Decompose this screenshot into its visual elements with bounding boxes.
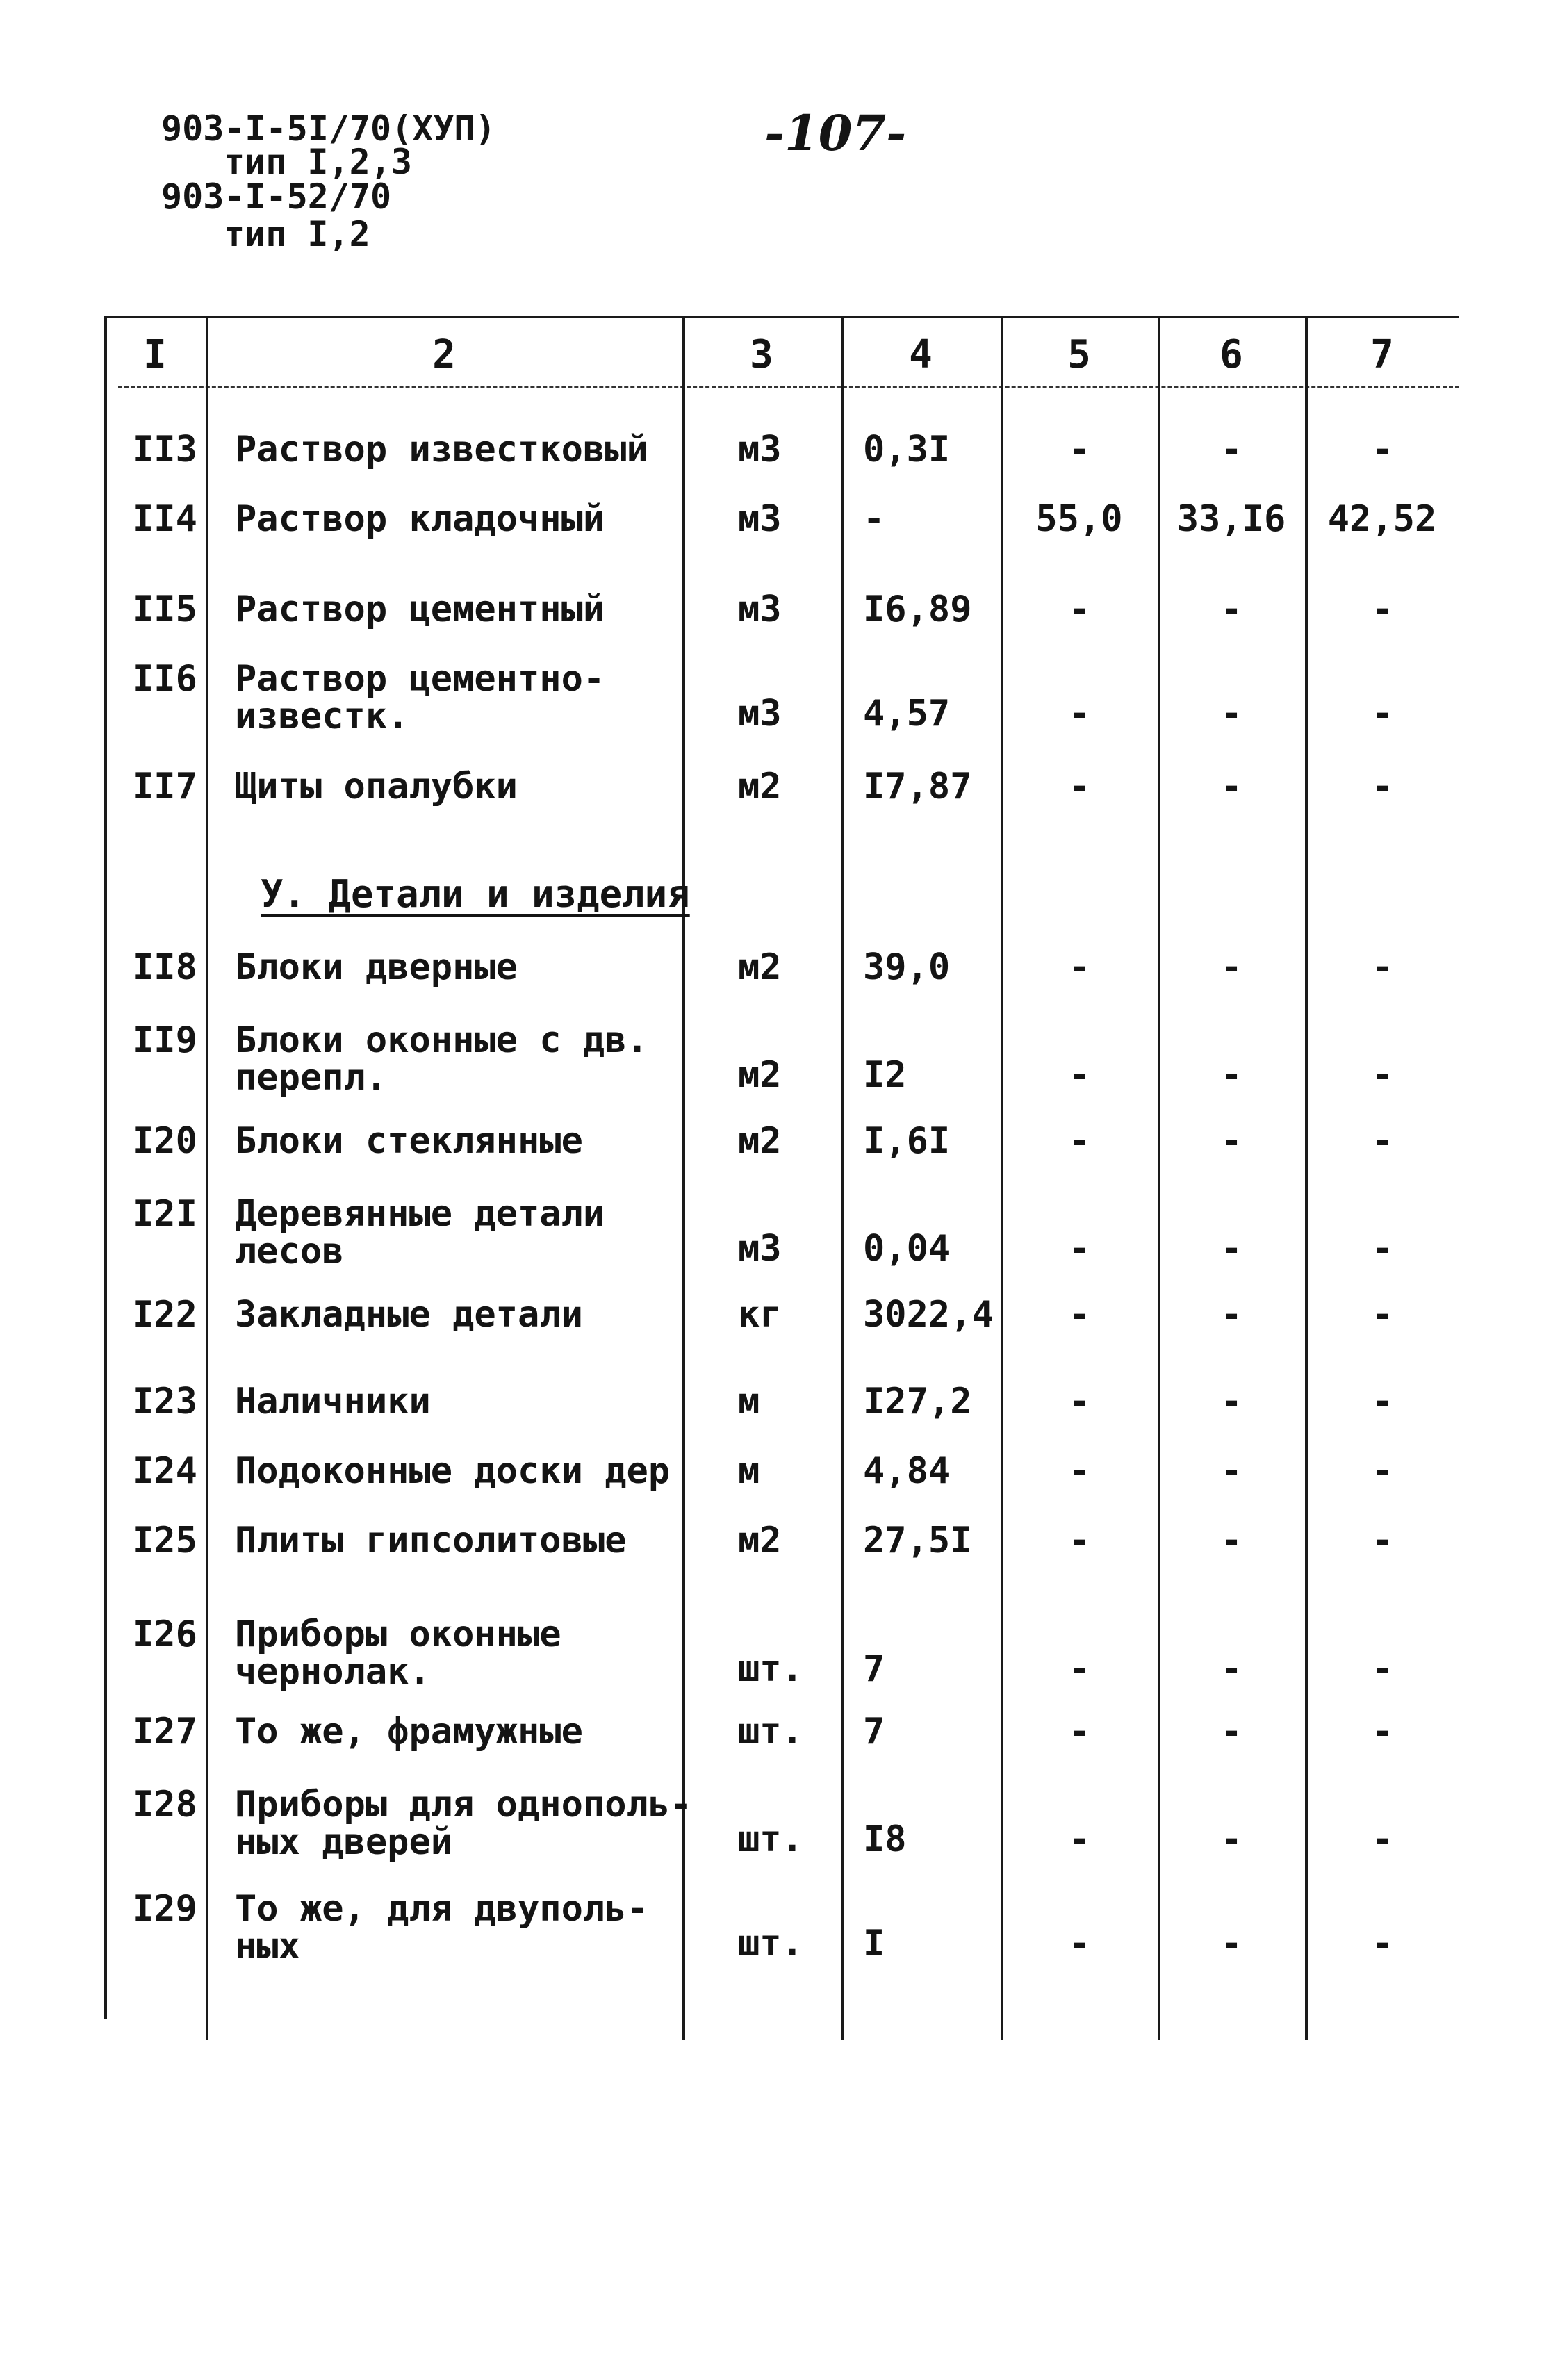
- row-col7: -: [1371, 1228, 1393, 1270]
- row-quantity: I27,2: [863, 1381, 972, 1422]
- row-col5: -: [1068, 1381, 1090, 1422]
- col-divider-5: [1001, 316, 1003, 2040]
- row-col5: -: [1068, 946, 1090, 988]
- row-name: Закладные детали: [235, 1294, 583, 1336]
- row-number: I29: [132, 1888, 197, 1930]
- doc-code-line-1: 903-I-5I/70(ХУП): [161, 108, 496, 149]
- col-divider-7: [1305, 316, 1308, 2040]
- table-top-rule: [104, 316, 1459, 318]
- row-name: Плиты гипсолитовые: [235, 1520, 627, 1561]
- row-number: II3: [132, 429, 197, 470]
- row-name: То же, для двуполь- ных: [235, 1888, 648, 1967]
- row-name: Блоки дверные: [235, 946, 518, 988]
- row-number: I24: [132, 1450, 197, 1492]
- row-col6: -: [1220, 1120, 1242, 1162]
- row-name: Блоки стеклянные: [235, 1120, 583, 1162]
- row-col5: -: [1068, 1228, 1090, 1270]
- row-col5: -: [1068, 1450, 1090, 1492]
- row-col7: -: [1371, 1294, 1393, 1336]
- row-name: Раствор кладочный: [235, 498, 605, 540]
- row-number: I26: [132, 1614, 197, 1655]
- row-number: I27: [132, 1711, 197, 1753]
- row-col7: -: [1371, 1923, 1393, 1964]
- row-col6: -: [1220, 693, 1242, 734]
- row-unit: шт.: [738, 1923, 803, 1964]
- row-col6: -: [1220, 766, 1242, 807]
- row-col5: -: [1068, 429, 1090, 470]
- row-unit: м2: [738, 1120, 782, 1162]
- row-quantity: I,6I: [863, 1120, 951, 1162]
- row-number: I20: [132, 1120, 197, 1162]
- row-name: Деревянные детали лесов: [235, 1193, 605, 1272]
- row-unit: м3: [738, 589, 782, 630]
- row-quantity: I6,89: [863, 589, 972, 630]
- doc-type-line-2: тип I,2: [224, 214, 370, 254]
- row-unit: шт.: [738, 1648, 803, 1690]
- row-col7: -: [1371, 1054, 1393, 1096]
- row-col5: -: [1068, 1054, 1090, 1096]
- col-divider-3: [682, 316, 685, 2040]
- row-col6: -: [1220, 1054, 1242, 1096]
- row-col7: -: [1371, 946, 1393, 988]
- row-name: Раствор цементный: [235, 589, 605, 630]
- column-header-2: 2: [432, 332, 456, 377]
- row-unit: м2: [738, 766, 782, 807]
- row-col5: -: [1068, 1520, 1090, 1561]
- row-quantity: I7,87: [863, 766, 972, 807]
- row-unit: м2: [738, 946, 782, 988]
- row-col5: -: [1068, 589, 1090, 630]
- row-col6: -: [1220, 1819, 1242, 1860]
- row-col6: -: [1220, 429, 1242, 470]
- row-unit: м2: [738, 1054, 782, 1096]
- row-col7: -: [1371, 589, 1393, 630]
- row-col6: -: [1220, 946, 1242, 988]
- row-col7: -: [1371, 1450, 1393, 1492]
- row-col6: -: [1220, 1711, 1242, 1753]
- row-unit: шт.: [738, 1711, 803, 1753]
- row-col6: -: [1220, 1648, 1242, 1690]
- row-name: Щиты опалубки: [235, 766, 518, 807]
- row-number: II5: [132, 589, 197, 630]
- row-quantity: I8: [863, 1819, 907, 1860]
- row-unit: м: [738, 1381, 760, 1422]
- column-header-7: 7: [1370, 332, 1394, 377]
- row-col5: 55,0: [1035, 498, 1123, 540]
- row-col6: 33,I6: [1176, 498, 1286, 540]
- row-col7: 42,52: [1327, 498, 1437, 540]
- row-col6: -: [1220, 1294, 1242, 1336]
- row-col5: -: [1068, 1294, 1090, 1336]
- column-header-4: 4: [909, 332, 933, 377]
- row-col5: -: [1068, 766, 1090, 807]
- row-quantity: 39,0: [863, 946, 951, 988]
- col-divider-4: [841, 316, 844, 2040]
- row-unit: шт.: [738, 1819, 803, 1860]
- doc-type-line-1: тип I,2,3: [224, 142, 412, 182]
- row-number: I23: [132, 1381, 197, 1422]
- row-quantity: 0,3I: [863, 429, 951, 470]
- table-header-rule: [118, 386, 1459, 388]
- section-title: У. Детали и изделия: [261, 872, 690, 916]
- row-col5: -: [1068, 1923, 1090, 1964]
- column-header-5: 5: [1067, 332, 1091, 377]
- row-name: То же, фрамужные: [235, 1711, 583, 1753]
- col-divider-1: [104, 316, 107, 2019]
- row-number: I28: [132, 1784, 197, 1825]
- row-unit: м3: [738, 1228, 782, 1270]
- row-col6: -: [1220, 1450, 1242, 1492]
- row-col7: -: [1371, 1520, 1393, 1561]
- row-number: II8: [132, 946, 197, 988]
- row-number: I2I: [132, 1193, 197, 1235]
- row-unit: м2: [738, 1520, 782, 1561]
- row-quantity: -: [863, 498, 885, 540]
- row-unit: м: [738, 1450, 760, 1492]
- row-quantity: 4,57: [863, 693, 951, 734]
- row-unit: м3: [738, 498, 782, 540]
- row-quantity: 3022,4: [863, 1294, 994, 1336]
- row-quantity: 27,5I: [863, 1520, 972, 1561]
- row-col7: -: [1371, 1381, 1393, 1422]
- row-unit: м3: [738, 429, 782, 470]
- row-number: I22: [132, 1294, 197, 1336]
- row-quantity: I2: [863, 1054, 907, 1096]
- row-quantity: 4,84: [863, 1450, 951, 1492]
- row-col7: -: [1371, 1711, 1393, 1753]
- row-col5: -: [1068, 1120, 1090, 1162]
- row-unit: м3: [738, 693, 782, 734]
- row-name: Блоки оконные с дв. перепл.: [235, 1019, 648, 1099]
- row-col5: -: [1068, 1648, 1090, 1690]
- row-col7: -: [1371, 766, 1393, 807]
- row-col5: -: [1068, 1819, 1090, 1860]
- row-name: Подоконные доски дер: [235, 1450, 671, 1492]
- doc-code-line-2: 903-I-52/70: [161, 177, 392, 217]
- row-col7: -: [1371, 693, 1393, 734]
- col-divider-6: [1158, 316, 1160, 2040]
- column-header-1: I: [143, 332, 167, 377]
- row-col5: -: [1068, 1711, 1090, 1753]
- row-unit: кг: [738, 1294, 782, 1336]
- row-col7: -: [1371, 429, 1393, 470]
- row-number: I25: [132, 1520, 197, 1561]
- row-col6: -: [1220, 1923, 1242, 1964]
- row-number: II6: [132, 658, 197, 700]
- row-col6: -: [1220, 1520, 1242, 1561]
- row-quantity: 0,04: [863, 1228, 951, 1270]
- row-col6: -: [1220, 589, 1242, 630]
- row-number: II9: [132, 1019, 197, 1061]
- column-header-6: 6: [1220, 332, 1243, 377]
- row-number: II4: [132, 498, 197, 540]
- column-header-3: 3: [750, 332, 773, 377]
- row-quantity: I: [863, 1923, 885, 1964]
- row-col7: -: [1371, 1648, 1393, 1690]
- page-number: -107-: [764, 104, 907, 162]
- row-col6: -: [1220, 1228, 1242, 1270]
- row-col7: -: [1371, 1819, 1393, 1860]
- row-name: Приборы оконные чернолак.: [235, 1614, 561, 1693]
- row-col6: -: [1220, 1381, 1242, 1422]
- row-col5: -: [1068, 693, 1090, 734]
- row-quantity: 7: [863, 1711, 885, 1753]
- row-number: II7: [132, 766, 197, 807]
- row-name: Наличники: [235, 1381, 431, 1422]
- row-name: Раствор цементно- известк.: [235, 658, 605, 737]
- row-name: Раствор известковый: [235, 429, 648, 470]
- col-divider-2: [206, 316, 208, 2040]
- row-name: Приборы для однополь- ных дверей: [235, 1784, 692, 1863]
- row-col7: -: [1371, 1120, 1393, 1162]
- row-quantity: 7: [863, 1648, 885, 1690]
